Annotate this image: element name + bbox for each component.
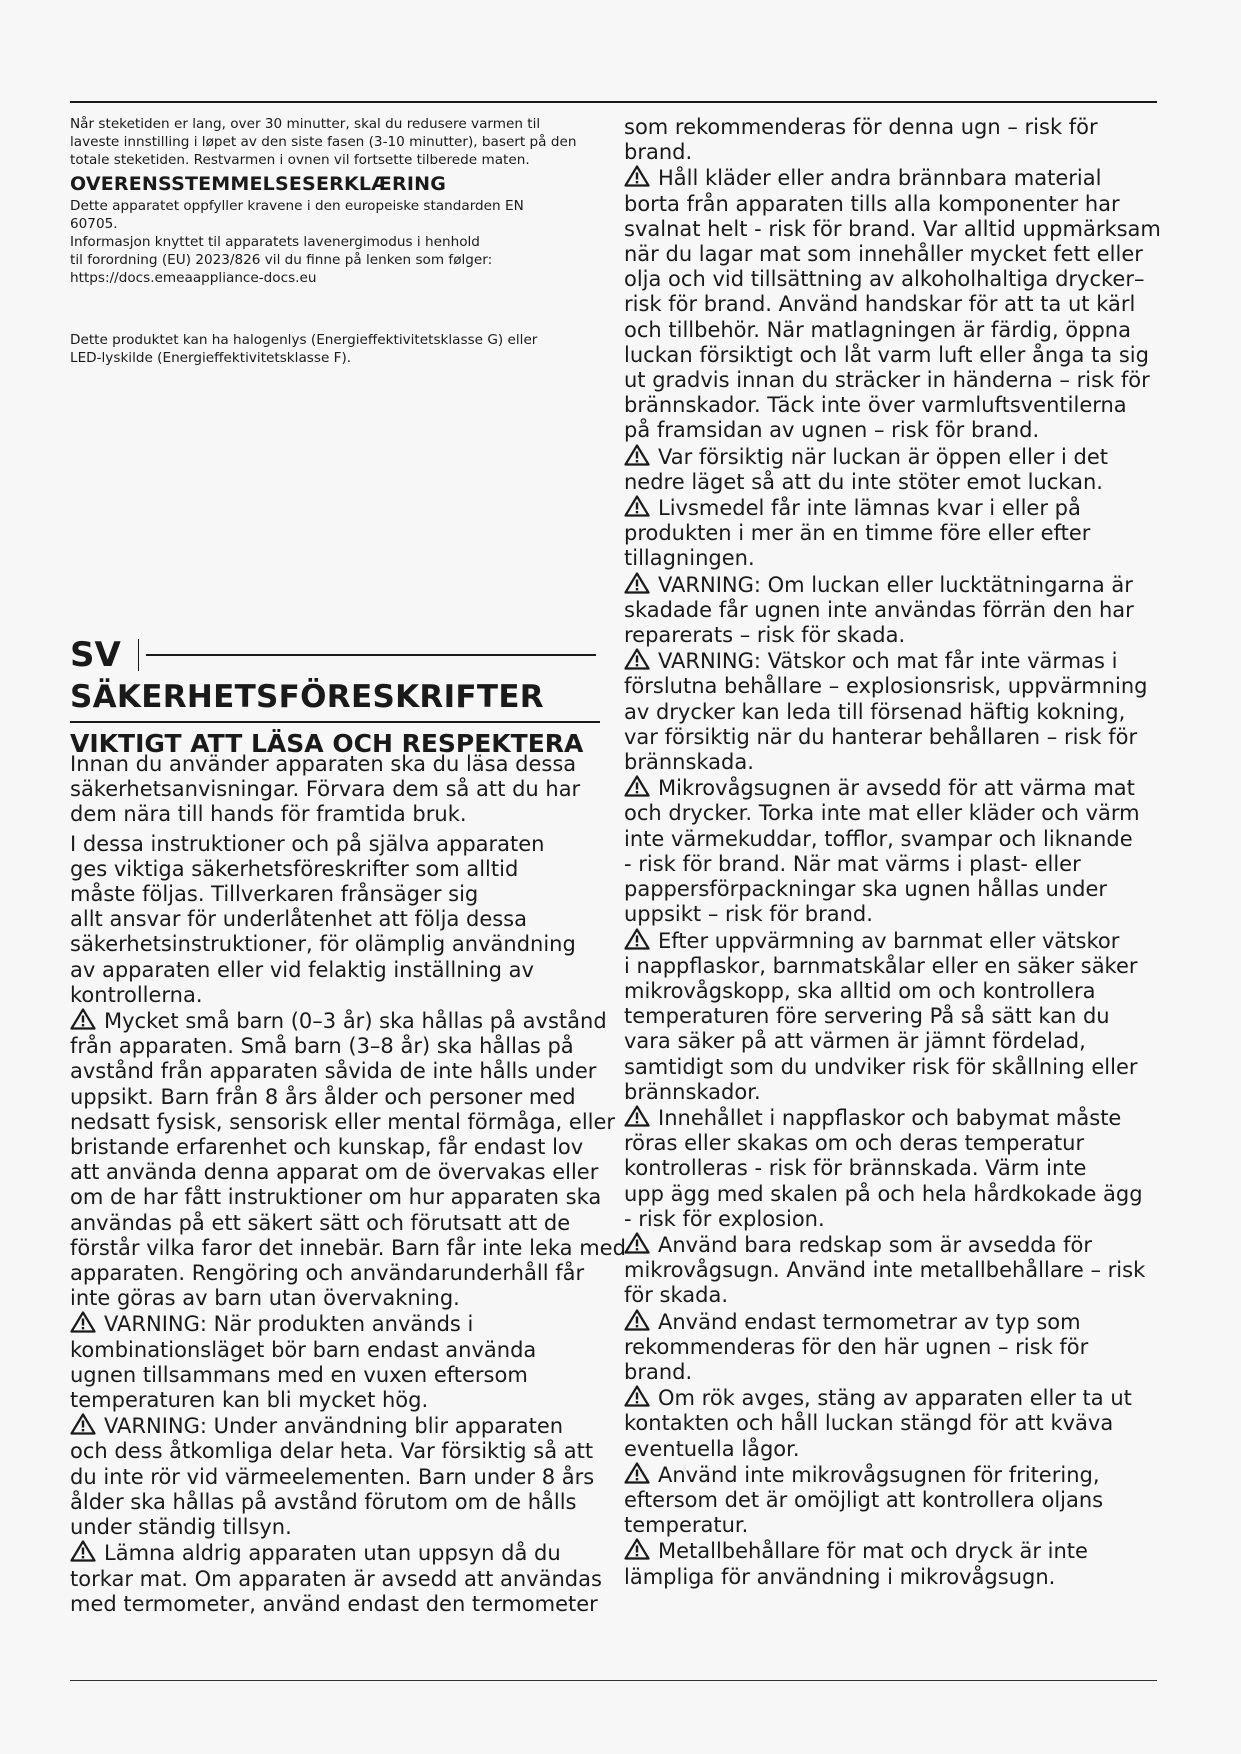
text-line: Informasjon knyttet til apparatets lavenergimodus i henhold (70, 234, 480, 250)
text-line (70, 907, 635, 932)
warning-triangle-icon (624, 495, 650, 517)
warning-triangle-icon (624, 1309, 650, 1331)
text-line (624, 1565, 1224, 1590)
line-text: brand. (624, 140, 693, 165)
line-text: med termometer, använd endast den termometer (70, 1591, 598, 1616)
text-line (624, 700, 1224, 725)
text-line (70, 1363, 635, 1388)
line-text: tillagningen. (624, 546, 755, 571)
text-line (70, 983, 635, 1008)
text-line (624, 801, 1224, 826)
warning-line (70, 1413, 635, 1439)
safety-text-left (70, 752, 635, 1617)
line-text: rekommenderas för den här ugnen – risk för (624, 1334, 1089, 1359)
warning-triangle-icon (624, 572, 650, 594)
line-text: säkerhetsanvisningar. Förvara dem så att du har (70, 777, 581, 802)
line-text: ålder ska hållas på avstånd förutom om de hålls (70, 1489, 577, 1514)
warning-triangle-icon (70, 1540, 96, 1562)
line-text: borta från apparaten tills alla komponenter har (624, 191, 1120, 216)
text-line (624, 1029, 1224, 1054)
warning-line (624, 1385, 1224, 1411)
text-line (624, 1055, 1224, 1080)
text-line (624, 1207, 1224, 1232)
warning-triangle-icon (70, 1413, 96, 1435)
text-line (70, 1592, 635, 1617)
line-text: kombinationsläget bör barn endast använda (70, 1337, 537, 1362)
norwegian-section (70, 115, 630, 367)
text-line (624, 1182, 1224, 1207)
line-text: apparaten. Rengöring och användarunderhåll får (70, 1261, 585, 1286)
text-line (624, 1156, 1224, 1181)
warning-line (624, 572, 1224, 598)
text-line (70, 1236, 635, 1261)
text-line (70, 1465, 635, 1490)
warning-line (70, 1311, 635, 1337)
text-line (70, 1160, 635, 1185)
warning-line (624, 648, 1224, 674)
text-line (70, 1286, 635, 1311)
text-line (70, 1439, 635, 1464)
line-text: av drycker kan leda till försenad häftig kokning, (624, 699, 1126, 724)
warning-line (624, 495, 1224, 521)
warning-triangle-icon (624, 775, 650, 797)
warning-line (70, 1008, 635, 1034)
light-source-paragraph (70, 331, 630, 367)
line-text: olja och vid tillsättning av alkoholhaltiga drycker– (624, 267, 1145, 292)
line-text: uppsikt – risk för brand. (624, 902, 873, 927)
line-text: Mikrovågsugnen är avsedd för att värma mat (658, 776, 1135, 801)
language-code: SV (70, 635, 121, 675)
line-text: Livsmedel får inte lämnas kvar i eller på (658, 496, 1081, 521)
text-line (624, 1283, 1224, 1308)
line-text: Använd inte mikrovågsugnen för fritering, (658, 1462, 1100, 1487)
warning-triangle-icon (624, 928, 650, 950)
text-line (624, 242, 1224, 267)
warning-triangle-icon (70, 1008, 96, 1030)
line-text: temperaturen före servering På så sätt kan du (624, 1004, 1110, 1029)
line-text: produkten i mer än en timme före eller efter (624, 521, 1091, 546)
line-text: förslutna behållare – explosionsrisk, uppvärmning (624, 674, 1148, 699)
line-text: säkerhetsinstruktioner, för olämplig användning (70, 932, 576, 957)
text-line (70, 1388, 635, 1413)
line-text: för skada. (624, 1283, 729, 1308)
line-text: var försiktig när du hanterar behållaren – risk för (624, 724, 1138, 749)
line-text: brand. (624, 1359, 693, 1384)
line-text: I dessa instruktioner och på själva apparaten (70, 831, 545, 856)
text-line (70, 857, 635, 882)
warning-triangle-icon (624, 1462, 650, 1484)
line-text: temperatur. (624, 1513, 749, 1538)
line-text: Håll kläder eller andra brännbara material (658, 166, 1102, 191)
line-text: som rekommenderas för denna ugn – risk för (624, 115, 1098, 139)
line-text: Använd bara redskap som är avsedda för (658, 1232, 1093, 1257)
text-line (70, 932, 635, 957)
line-text: ges viktiga säkerhetsföreskrifter som alltid (70, 856, 519, 881)
text-line (624, 470, 1224, 495)
text-line (70, 1135, 635, 1160)
text-line (624, 674, 1224, 699)
warning-line (624, 1232, 1224, 1258)
text-line: Når steketiden er lang, over 30 minutter, skal du redusere varmen til (70, 116, 541, 132)
text-line (624, 521, 1224, 546)
line-text: om de har fått instruktioner om hur apparaten ska (70, 1185, 602, 1210)
warning-triangle-icon (624, 648, 650, 670)
intro-paragraph (70, 115, 630, 169)
line-text: uppsikt. Barn från 8 års ålder och personer med (70, 1084, 576, 1109)
line-text: risk för brand. Använd handskar för att ta ut kärl (624, 292, 1136, 317)
line-text: och tillbehör. När matlagningen är färdig, öppna (624, 317, 1131, 342)
text-line (624, 115, 1224, 140)
line-text: Använd endast termometrar av typ som (658, 1309, 1081, 1334)
line-text: och drycker. Torka inte mat eller kläder och värm (624, 801, 1140, 826)
text-line (624, 1360, 1224, 1385)
text-line (624, 393, 1224, 418)
text-line (70, 1085, 635, 1110)
top-rule (70, 101, 1157, 103)
line-text: vara säker på att värmen är jämnt fördelad, (624, 1029, 1086, 1054)
text-line (624, 343, 1224, 368)
line-text: att använda denna apparat om de övervakas eller (70, 1160, 599, 1185)
line-text: skadade får ugnen inte användas förrän den har (624, 597, 1134, 622)
text-line (624, 217, 1224, 242)
text-line (624, 418, 1224, 443)
line-text: ut gradvis innan du sträcker in händerna – risk för (624, 368, 1150, 393)
warning-triangle-icon (624, 1232, 650, 1254)
text-line (70, 1034, 635, 1059)
text-line: Dette apparatet oppfyller kravene i den europeiske standarden EN (70, 198, 524, 214)
line-text: inte värmekuddar, tofflor, svampar och liknande (624, 826, 1133, 851)
line-text: ugnen tillsammans med en vuxen eftersom (70, 1362, 528, 1387)
line-text: samtidigt som du undviker risk för skållning eller (624, 1054, 1138, 1079)
warning-line (624, 444, 1224, 470)
text-line (624, 725, 1224, 750)
line-text: VARNING: När produkten används i (104, 1312, 474, 1337)
text-line (624, 852, 1224, 877)
line-text: torkar mat. Om apparaten är avsedd att användas (70, 1566, 602, 1591)
line-text: brännskada. (624, 750, 754, 775)
text-line (624, 623, 1224, 648)
text-line (624, 140, 1224, 165)
text-line (624, 902, 1224, 927)
line-text: förstår vilka faror det innebär. Barn får inte leka med (70, 1235, 626, 1260)
text-line (70, 1261, 635, 1286)
page-subtitle: VIKTIGT ATT LÄSA OCH RESPEKTERA (70, 729, 584, 758)
line-text: nedre läget så att du inte stöter emot luckan. (624, 469, 1103, 494)
conformity-heading: OVERENSSTEMMELSESERKLÆRING (70, 173, 446, 195)
text-line (624, 1335, 1224, 1360)
line-text: under ständig tillsyn. (70, 1515, 292, 1540)
warning-line (624, 1462, 1224, 1488)
line-text: brännskador. (624, 1079, 761, 1104)
text-line: totale steketiden. Restvarmen i ovnen vil fortsette tilberede maten. (70, 152, 530, 168)
line-text: inte göras av barn utan övervakning. (70, 1286, 460, 1311)
line-text: bristande erfarenhet och kunskap, får endast lov (70, 1135, 584, 1160)
text-line (70, 832, 635, 857)
line-text: VARNING: Om luckan eller lucktätningarna är (658, 572, 1133, 597)
line-text: röras eller skakas om och deras temperatur (624, 1131, 1085, 1156)
line-text: Efter uppvärmning av barnmat eller vätskor (658, 928, 1120, 953)
text-line (70, 1490, 635, 1515)
text-line (624, 192, 1224, 217)
text-line (624, 1004, 1224, 1029)
text-line: Dette produktet kan ha halogenlys (Energieffektivitetsklasse G) eller (70, 332, 538, 348)
line-text: Mycket små barn (0–3 år) ska hållas på avstånd (104, 1009, 607, 1034)
warning-line (624, 165, 1224, 191)
line-text: luckan försiktigt och låt varm luft eller ånga ta sig (624, 342, 1149, 367)
line-text: allt ansvar för underlåtenhet att följa dessa (70, 907, 527, 932)
text-line (70, 958, 635, 983)
text-line (624, 827, 1224, 852)
line-text: Lämna aldrig apparaten utan uppsyn då du (104, 1541, 561, 1566)
line-text: användas på ett säkert sätt och förutsatt att de (70, 1210, 571, 1235)
line-text: dem nära till hands för framtida bruk. (70, 802, 467, 827)
line-text: nedsatt fysisk, sensorisk eller mental förmåga, eller (70, 1109, 616, 1134)
line-text: mikrovågsugn. Använd inte metallbehållare – risk (624, 1258, 1146, 1283)
text-line (70, 1515, 635, 1540)
language-divider (146, 654, 596, 656)
line-text: VARNING: Vätskor och mat får inte värmas i (658, 649, 1118, 674)
text-line (624, 546, 1224, 571)
line-text: du inte rör vid värmeelementen. Barn under 8 års (70, 1464, 595, 1489)
warning-line (624, 775, 1224, 801)
line-text: från apparaten. Små barn (3–8 år) ska hållas på (70, 1034, 574, 1059)
line-text: Innehållet i nappflaskor och babymat måste (658, 1105, 1122, 1130)
text-line (70, 1110, 635, 1135)
line-text: eftersom det är omöjligt att kontrollera oljans (624, 1487, 1104, 1512)
text-line (624, 1258, 1224, 1283)
line-text: eventuella lågor. (624, 1436, 800, 1461)
line-text: - risk för brand. När mat värms i plast- eller (624, 851, 1081, 876)
line-text: Om rök avges, stäng av apparaten eller ta ut (658, 1386, 1132, 1411)
text-line (624, 1437, 1224, 1462)
line-text: och dess åtkomliga delar heta. Var försiktig så att (70, 1439, 594, 1464)
text-line (624, 979, 1224, 1004)
text-line (70, 777, 635, 802)
line-text: brännskador. Täck inte över varmluftsventilerna (624, 393, 1127, 418)
text-line (624, 1488, 1224, 1513)
warning-line (624, 1538, 1224, 1564)
conformity-paragraph (70, 197, 630, 287)
warning-line (624, 1309, 1224, 1335)
warning-line (624, 1105, 1224, 1131)
text-line (624, 1513, 1224, 1538)
warning-triangle-icon (70, 1311, 96, 1333)
text-line (70, 882, 635, 907)
line-text: svalnat helt - risk för brand. Var alltid uppmärksam (624, 216, 1161, 241)
text-line (70, 1059, 635, 1084)
warning-line (70, 1540, 635, 1566)
text-line (624, 598, 1224, 623)
text-line (70, 1185, 635, 1210)
text-line (624, 292, 1224, 317)
warning-triangle-icon (624, 1538, 650, 1560)
warning-triangle-icon (624, 1385, 650, 1407)
swedish-header (70, 635, 615, 759)
safety-text-right (624, 115, 1224, 1655)
bottom-rule (70, 1680, 1157, 1681)
text-line: 60705. (70, 216, 118, 232)
line-text: Innan du använder apparaten ska du läsa dessa (70, 752, 577, 776)
line-text: måste följas. Tillverkaren frånsäger sig (70, 882, 479, 907)
warning-triangle-icon (624, 165, 650, 187)
text-line (70, 752, 635, 777)
line-text: pappersförpackningar ska ugnen hållas under (624, 877, 1108, 902)
warning-triangle-icon (624, 1105, 650, 1127)
warning-triangle-icon (624, 444, 650, 466)
text-line (624, 318, 1224, 343)
line-text: temperaturen kan bli mycket hög. (70, 1388, 429, 1413)
line-text: Metallbehållare för mat och dryck är inte (658, 1539, 1088, 1564)
text-line (70, 802, 635, 827)
text-line (624, 954, 1224, 979)
text-line (624, 1080, 1224, 1105)
line-text: upp ägg med skalen på och hela hårdkokade ägg (624, 1181, 1143, 1206)
text-line (624, 1411, 1224, 1436)
line-text: mikrovågskopp, ska alltid om och kontrollera (624, 978, 1096, 1003)
line-text: på framsidan av ugnen – risk för brand. (624, 418, 1040, 443)
text-line (70, 1567, 635, 1592)
text-line (624, 750, 1224, 775)
line-text: kontakten och håll luckan stängd för att kväva (624, 1411, 1114, 1436)
text-line (70, 1338, 635, 1363)
text-line (624, 877, 1224, 902)
text-line (624, 267, 1224, 292)
line-text: kontrollerna. (70, 982, 203, 1007)
line-text: reparerats – risk för skada. (624, 623, 906, 648)
line-text: VARNING: Under användning blir apparaten (104, 1414, 564, 1439)
line-text: kontrolleras - risk för brännskada. Värm inte (624, 1156, 1087, 1181)
line-text: Var försiktig när luckan är öppen eller i det (658, 444, 1109, 469)
text-line (70, 1211, 635, 1236)
line-text: av apparaten eller vid felaktig inställning av (70, 957, 534, 982)
line-text: lämpliga för användning i mikrovågsugn. (624, 1564, 1056, 1589)
line-text: i nappflaskor, barnmatskålar eller en säker säker (624, 953, 1138, 978)
text-line: LED-lyskilde (Energieffektivitetsklasse F). (70, 350, 352, 366)
line-text: avstånd från apparaten såvida de inte hålls under (70, 1059, 597, 1084)
text-line (624, 1131, 1224, 1156)
page-title: SÄKERHETSFÖRESKRIFTER (70, 677, 600, 723)
text-line: til forordning (EU) 2023/826 vil du finne på lenken som følger: (70, 252, 493, 268)
text-line (624, 368, 1224, 393)
line-text: när du lagar mat som innehåller mycket fett eller (624, 242, 1143, 267)
text-line: https://docs.emeaappliance-docs.eu (70, 270, 317, 286)
warning-line (624, 928, 1224, 954)
line-text: - risk för explosion. (624, 1206, 825, 1231)
text-line: laveste innstilling i løpet av den siste fasen (3-10 minutter), basert på den (70, 134, 577, 150)
